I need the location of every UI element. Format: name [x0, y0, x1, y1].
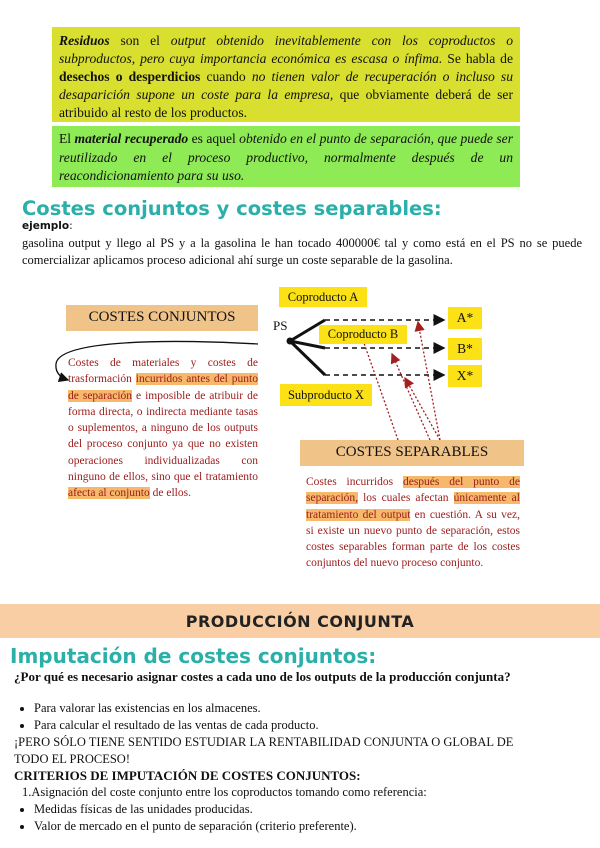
ps-node	[287, 338, 294, 345]
material-text: es aquel	[188, 131, 240, 146]
costes-separables-title: COSTES SEPARABLES	[300, 440, 524, 466]
example-colon: :	[69, 220, 73, 232]
separable-arrow-x	[405, 378, 440, 440]
example-label: ejemplo	[22, 220, 70, 232]
material-italic: obtenido en el punto de separación, que puede ser reutilizado en el proceso productivo, normalmente después de un reacondicionamiento para su uso.	[59, 131, 513, 183]
conjuntos-text: e imposible de atribuir de forma directa, o indirecta mediante tasas o suplementos, a ninguno de los outputs del proceso conjunto ya que no existen operaciones individualizadas con ninguno de ellos, sino que el tratamiento	[68, 389, 258, 484]
section-title-costes: Costes conjuntos y costes separables:	[22, 197, 442, 220]
list-item: • Para valorar las existencias en los almacenes.	[34, 700, 594, 717]
conjuntos-text: de ellos.	[149, 487, 191, 500]
output-x-box: X*	[448, 365, 482, 387]
residuos-term: Residuos	[59, 33, 110, 48]
output-a-box: A*	[448, 307, 482, 329]
residuos-italic: output obtenido inevitablemente con los coproductos o subproductos, pero cuya importancia económica es escasa o ínfima.	[59, 33, 514, 66]
separable-arrow-b	[392, 354, 430, 440]
conjuntos-text: Costes de materiales y costes de trasformación	[68, 357, 258, 386]
section-title-imputacion: Imputación de costes conjuntos:	[10, 644, 377, 668]
coproducto-a-box: Coproducto A	[279, 287, 367, 307]
residuos-text: que obviamente deberá de ser atribuido al resto de los productos.	[59, 87, 513, 120]
material-term: material recuperado	[74, 131, 189, 146]
desechos-term: desechos o desperdicios	[59, 69, 201, 84]
costes-separables-description	[306, 474, 520, 572]
criteria-title: CRITERIOS DE IMPUTACIÓN DE COSTES CONJUNTOS:	[14, 768, 361, 783]
separables-text: Costes incurridos	[306, 476, 403, 488]
subproducto-x-box: Subproducto X	[280, 384, 372, 406]
coproducto-b-box: Coproducto B	[319, 325, 407, 344]
separables-highlight: únicamente al tratamiento del output	[306, 492, 520, 521]
example-text: gasolina output y llego al PS y a la gasolina le han tocado 400000€ tal y como está en el PS no se puede comercializar aplicamos proceso adicional ahí surge un coste separable de la gasolina.	[22, 236, 582, 267]
warning-text: ¡PERO SÓLO TIENE SENTIDO ESTUDIAR LA RENTABILIDAD CONJUNTA O GLOBAL DE TODO EL PROCESO!	[14, 735, 514, 766]
list-item: • Para calcular el resultado de las ventas de cada producto.	[34, 717, 594, 734]
criteria-list	[14, 801, 594, 834]
residuos-text: Se habla de	[442, 51, 513, 66]
residuos-text: cuando	[200, 69, 252, 84]
question-text: ¿Por qué es necesario asignar costes a cada uno de los outputs de la producción conjunta?	[14, 669, 511, 684]
example-label-row	[22, 220, 73, 232]
residuos-italic: no tienen valor de recuperación o incluso su desaparición supone un coste para la empresa,	[59, 69, 514, 102]
costes-conjuntos-title: COSTES CONJUNTOS	[66, 305, 258, 331]
conjuntos-highlight: incurridos antes del punto de separación	[68, 373, 258, 402]
criteria-first: 1.Asignación del coste conjunto entre los coproductos tomando como referencia:	[22, 785, 427, 799]
conjuntos-highlight: afecta al conjunto	[68, 487, 150, 500]
ps-label: PS	[273, 318, 288, 333]
reasons-list	[14, 700, 594, 733]
residuos-definition-box	[52, 27, 520, 122]
list-item: • Medidas físicas de las unidades producidas.	[34, 801, 594, 818]
separables-highlight: después del punto de separación,	[306, 476, 520, 505]
separables-text: en cuestión. A su vez, si existe un nuevo punto de separación, estos costes separables forman parte de los costes conjuntos del nuevo proceso conjunto.	[306, 508, 520, 570]
separable-arrow-a2	[418, 322, 440, 440]
material-recuperado-box	[52, 126, 520, 187]
material-text: El	[59, 131, 75, 146]
costes-conjuntos-description	[68, 355, 258, 502]
output-b-box: B*	[448, 338, 482, 360]
separables-text: los cuales afectan	[358, 492, 454, 505]
list-item: • Valor de mercado en el punto de separación (criterio preferente).	[34, 818, 594, 835]
produccion-conjunta-band: PRODUCCIÓN CONJUNTA	[0, 604, 600, 638]
residuos-text: son el	[109, 33, 171, 48]
